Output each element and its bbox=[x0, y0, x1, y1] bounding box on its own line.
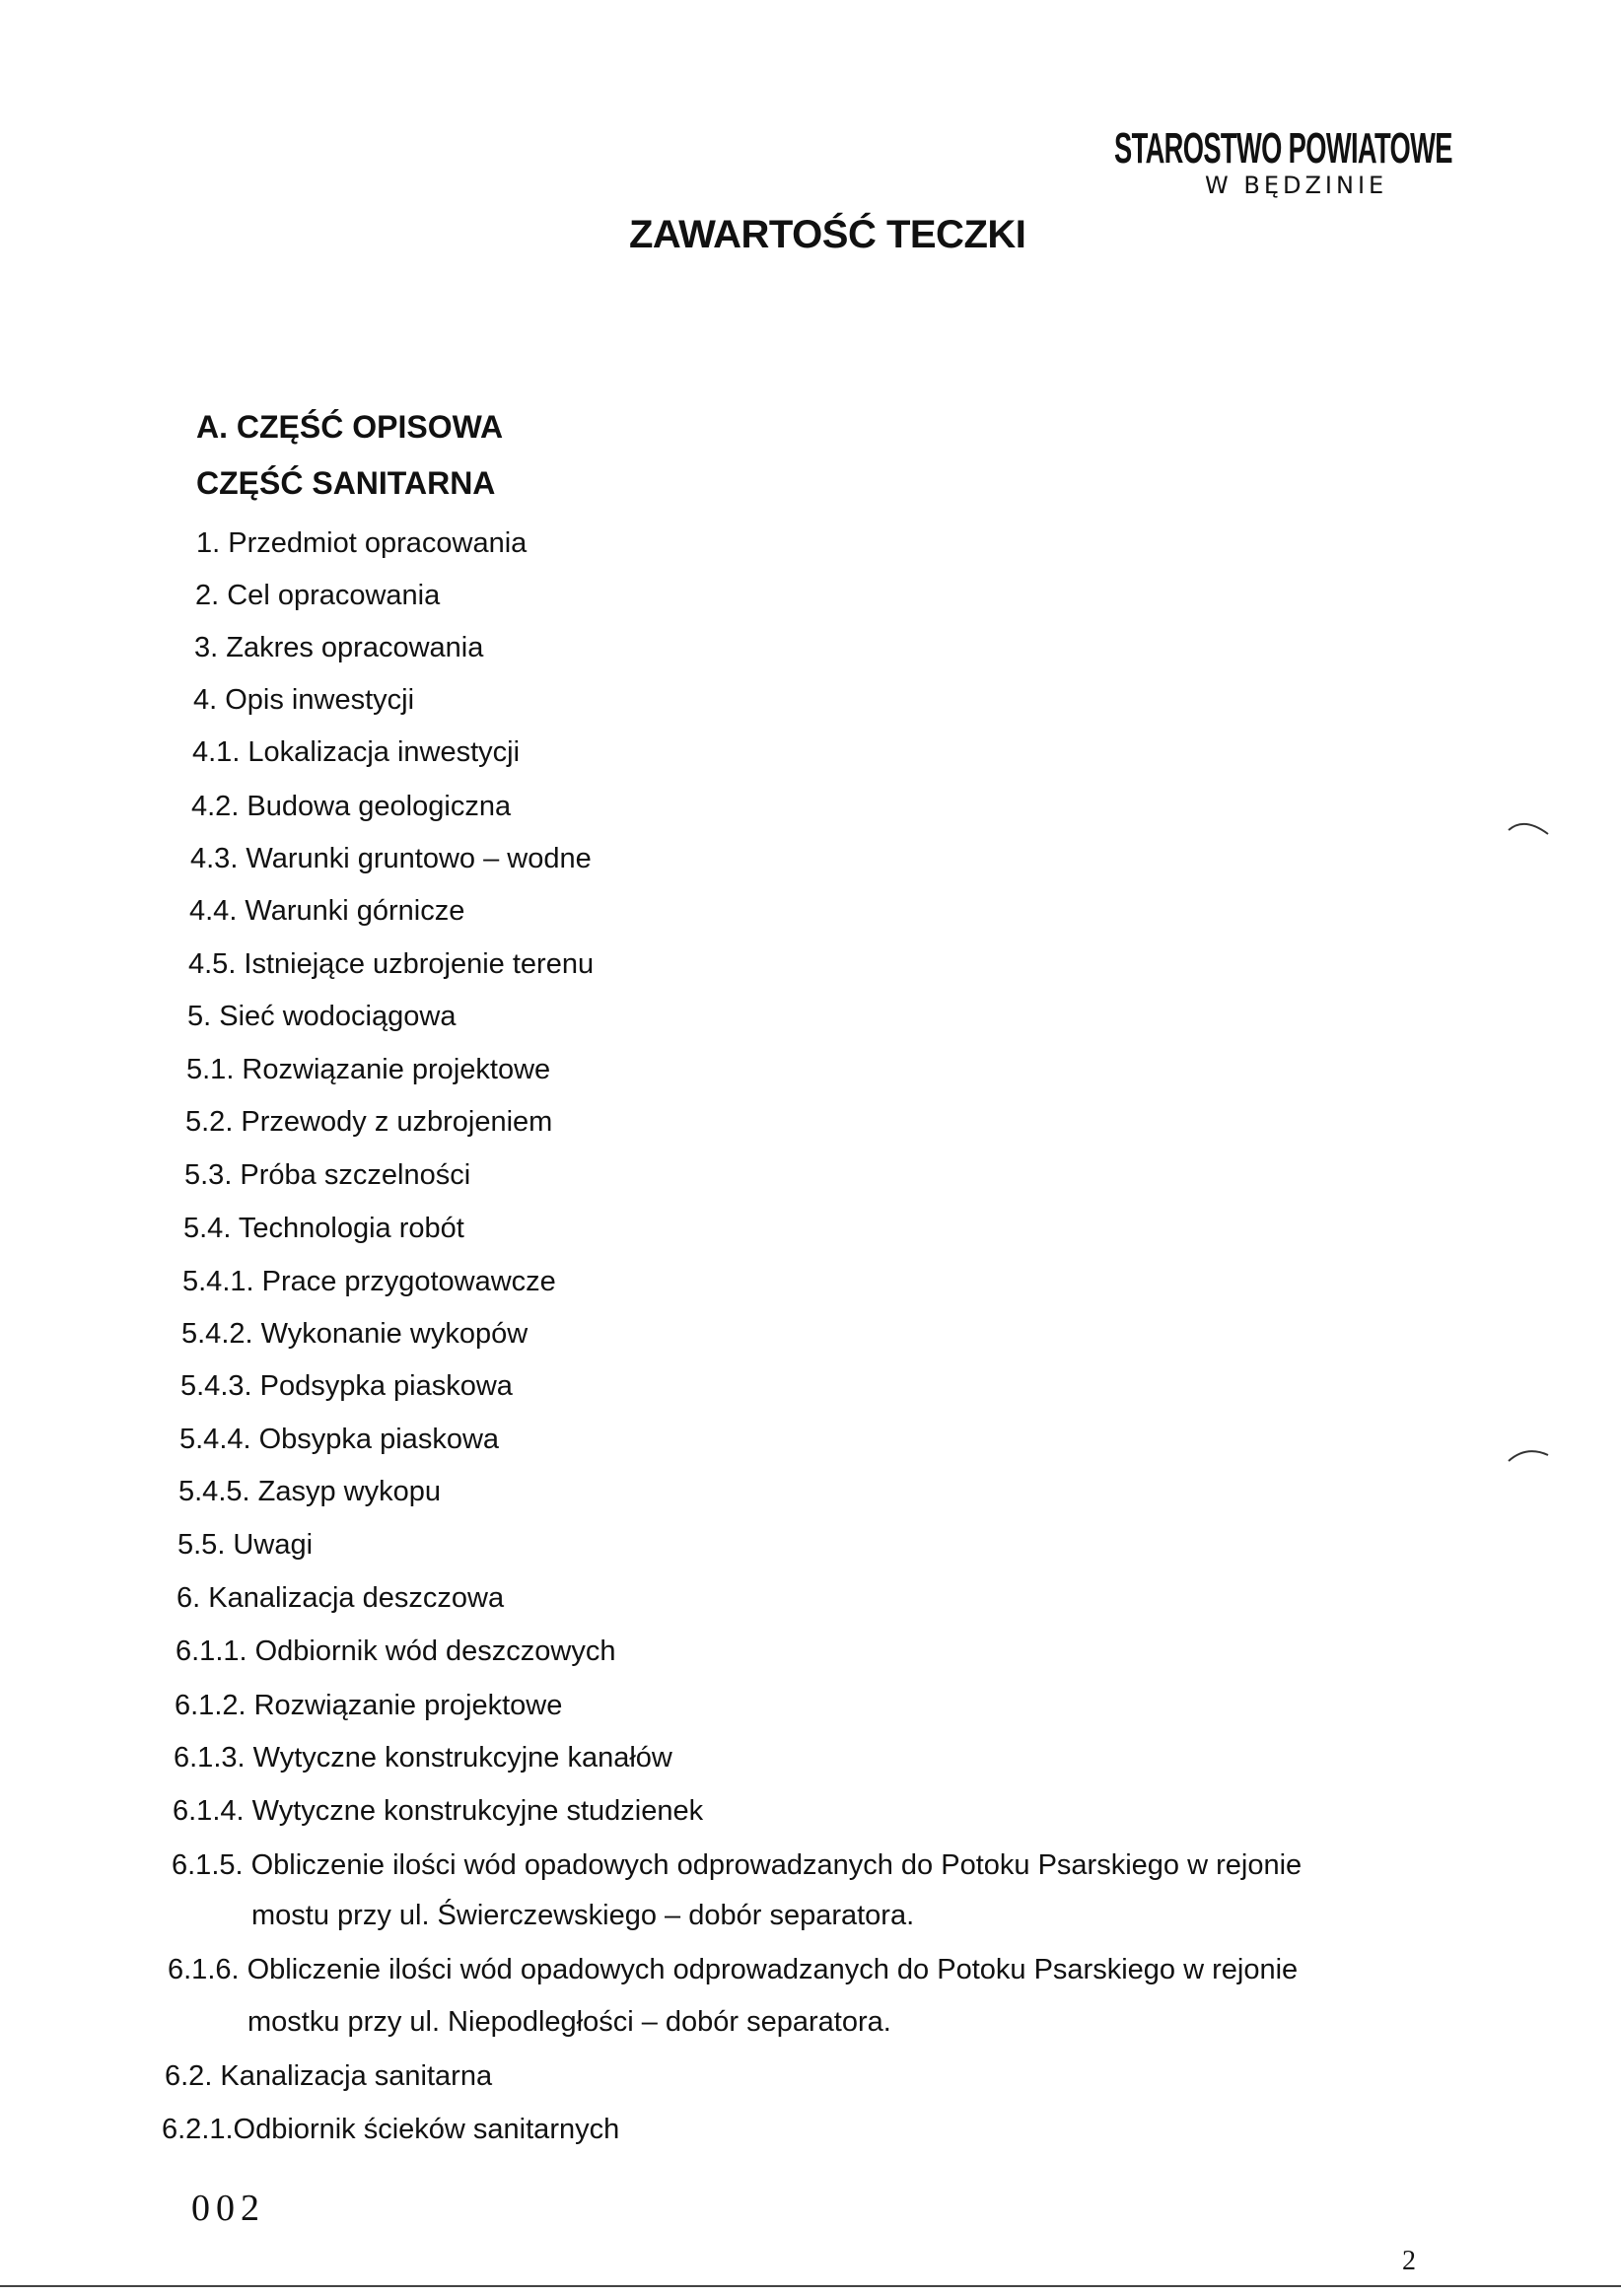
list-item: 5.5. Uwagi bbox=[177, 1529, 314, 1561]
list-item: 4.4. Warunki górnicze bbox=[189, 895, 465, 927]
list-item: 6.1.6. Obliczenie ilości wód opadowych odprowadzanych do Potoku Psarskiego w rejonie bbox=[168, 1954, 1299, 1985]
list-item: 4.1. Lokalizacja inwestycji bbox=[192, 736, 521, 768]
scan-edge-divider bbox=[0, 2285, 1621, 2287]
list-item: 5.4.1. Prace przygotowawcze bbox=[182, 1266, 556, 1297]
list-item: 5.2. Przewody z uzbrojeniem bbox=[185, 1106, 553, 1138]
list-item: 5.4.4. Obsypka piaskowa bbox=[179, 1424, 500, 1455]
list-item: 6.2.1.Odbiornik ścieków sanitarnych bbox=[162, 2114, 620, 2145]
stamp-office-name: STAROSTWO POWIATOWE bbox=[1114, 124, 1452, 173]
list-item: 6.1.2. Rozwiązanie projektowe bbox=[175, 1690, 563, 1721]
stamp-location: W BĘDZINIE bbox=[1205, 172, 1388, 199]
list-item: 2. Cel opracowania bbox=[195, 580, 441, 611]
document-title: ZAWARTOŚĆ TECZKI bbox=[629, 213, 1026, 256]
list-item: 5.4.2. Wykonanie wykopów bbox=[181, 1318, 529, 1350]
section-heading-sanitary: CZĘŚĆ SANITARNA bbox=[196, 465, 496, 501]
list-item: 5.4.3. Podsypka piaskowa bbox=[180, 1370, 513, 1402]
list-item: 5.4.5. Zasyp wykopu bbox=[178, 1476, 441, 1507]
office-stamp bbox=[1114, 124, 1452, 199]
list-item: 6.1.1. Odbiornik wód deszczowych bbox=[176, 1635, 616, 1667]
list-item: 6.2. Kanalizacja sanitarna bbox=[165, 2060, 493, 2092]
folio-number: 002 bbox=[191, 2188, 265, 2229]
list-item: 6.1.5. Obliczenie ilości wód opadowych odprowadzanych do Potoku Psarskiego w rejonie bbox=[172, 1849, 1303, 1881]
list-item: 3. Zakres opracowania bbox=[194, 632, 484, 663]
section-heading-part-a: A. CZĘŚĆ OPISOWA bbox=[196, 409, 504, 445]
list-item: 6.1.3. Wytyczne konstrukcyjne kanałów bbox=[174, 1742, 672, 1774]
list-item: 4.2. Budowa geologiczna bbox=[191, 791, 512, 822]
list-item: 5.3. Próba szczelności bbox=[184, 1159, 471, 1191]
list-item: 4.3. Warunki gruntowo – wodne bbox=[190, 843, 592, 874]
list-item: 6.1.4. Wytyczne konstrukcyjne studzienek bbox=[173, 1795, 704, 1827]
list-item: 6. Kanalizacja deszczowa bbox=[176, 1582, 505, 1614]
list-item-continuation: mostu przy ul. Świerczewskiego – dobór separatora. bbox=[251, 1900, 915, 1931]
list-item: 5.4. Technologia robót bbox=[183, 1213, 464, 1244]
list-item: 5. Sieć wodociągowa bbox=[187, 1001, 457, 1032]
punch-mark-icon bbox=[1505, 812, 1554, 840]
list-item: 4.5. Istniejące uzbrojenie terenu bbox=[188, 948, 595, 980]
list-item: 4. Opis inwestycji bbox=[193, 684, 415, 716]
list-item: 1. Przedmiot opracowania bbox=[196, 527, 528, 559]
list-item: 5.1. Rozwiązanie projektowe bbox=[186, 1054, 551, 1085]
list-item-continuation: mostku przy ul. Niepodległości – dobór separatora. bbox=[247, 2006, 891, 2038]
page-number: 2 bbox=[1402, 2246, 1416, 2276]
punch-mark-icon bbox=[1505, 1439, 1554, 1467]
